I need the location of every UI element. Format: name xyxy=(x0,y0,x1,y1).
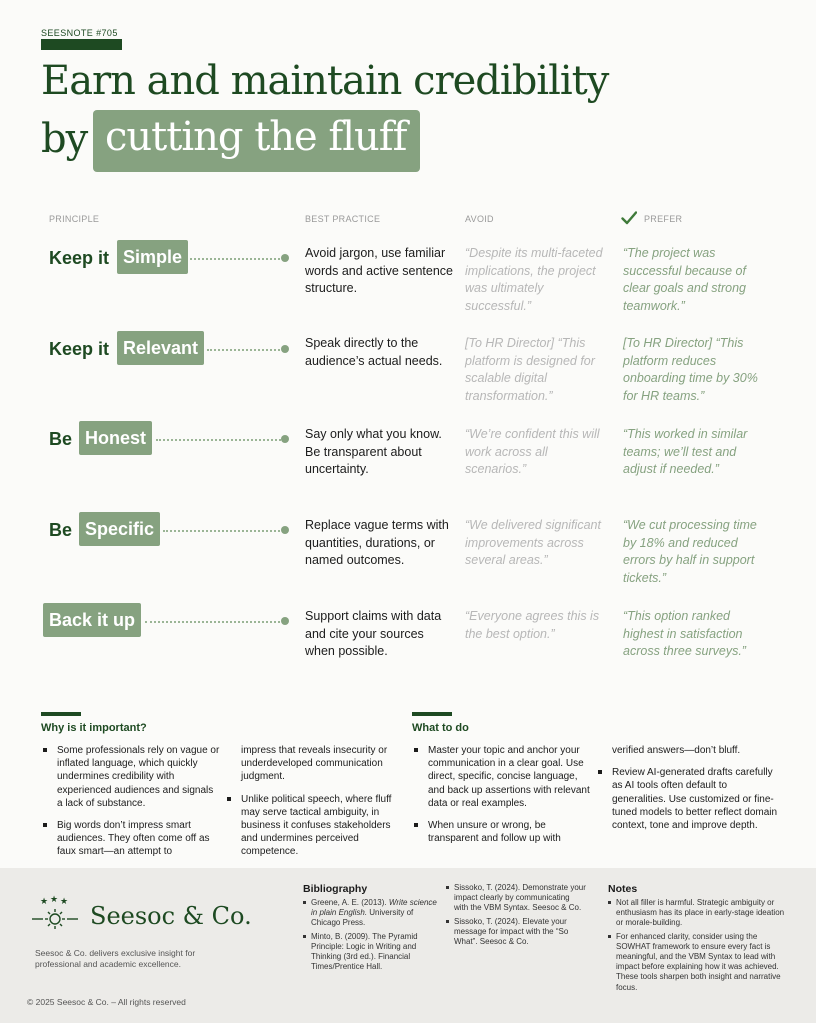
brand-name: Seesoc & Co. xyxy=(90,902,252,930)
connector-line xyxy=(156,439,284,441)
notes-heading: Notes xyxy=(608,883,638,895)
section-bar xyxy=(41,712,81,716)
principle-prefix: Keep it xyxy=(49,248,110,268)
bibliography-entry: Minto, B. (2009). The Pyramid Principle: Logic in Writing and Thinking (3rd ed.). Financial Times/Prentice Hall. xyxy=(303,932,443,973)
what-column-1 xyxy=(412,744,594,854)
avoid-example: “We delivered significant improvements across several areas.” xyxy=(465,518,601,567)
page-title-highlight: cutting the fluff xyxy=(93,110,420,172)
principle-highlight: Honest xyxy=(79,421,152,455)
column-header-avoid: AVOID xyxy=(465,214,494,224)
bibliography-column-2 xyxy=(446,883,586,950)
series-bar xyxy=(41,39,122,50)
best-practice-text: Say only what you know. Be transparent about uncertainty. xyxy=(305,427,442,476)
principle-highlight: Back it up xyxy=(43,603,141,637)
bibliography-entry: Sissoko, T. (2024). Demonstrate your impact clearly by communicating with the VBM Syntax. Seesoc & Co. xyxy=(446,883,586,914)
why-bullet: Some professionals rely on vague or inflated language, which quickly undermines credibility with experienced audiences and signals a lack of substance. xyxy=(41,744,221,810)
what-bullet: When unsure or wrong, be transparent and follow up with xyxy=(412,819,594,845)
prefer-example: [To HR Director] “This platform reduces onboarding time by 30% for HR teams.” xyxy=(623,336,758,403)
what-continuation: verified answers—don’t bluff. xyxy=(612,745,741,756)
connector-line xyxy=(145,621,284,623)
page-title-line1: Earn and maintain credibility xyxy=(41,58,609,104)
brand-tagline: Seesoc & Co. delivers exclusive insight for professional and academic excellence. xyxy=(35,948,196,969)
bibliography-heading: Bibliography xyxy=(303,883,368,895)
bibliography-column-1 xyxy=(303,898,443,975)
avoid-example: “Despite its multi-faceted implications, the project was ultimately successful.” xyxy=(465,246,603,313)
connector-dot xyxy=(281,526,289,534)
section-bar xyxy=(412,712,452,716)
connector-line xyxy=(163,530,284,532)
copyright: © 2025 Seesoc & Co. – All rights reserved xyxy=(27,997,186,1007)
note-item: For enhanced clarity, consider using the SOWHAT framework to ensure every fact is meaningful, and the VBM Syntax to lead with impact before explaining how it was achieved. These tools sharpen both insight and narrative focus. xyxy=(608,932,786,993)
connector-dot xyxy=(281,254,289,262)
page-title-by: by xyxy=(41,116,88,162)
svg-text:★: ★ xyxy=(50,895,59,905)
what-heading: What to do xyxy=(412,722,469,734)
what-bullet: Master your topic and anchor your communication in a clear goal. Use direct, specific, concise language, and back up assertions with relevant data or real examples. xyxy=(412,744,594,810)
connector-dot xyxy=(281,435,289,443)
why-column-1 xyxy=(41,744,221,868)
why-column-2 xyxy=(225,744,405,868)
principle-prefix: Be xyxy=(49,520,73,540)
checkmark-icon xyxy=(621,210,637,231)
avoid-example: [To HR Director] “This platform is designed for scalable digital transformation.” xyxy=(465,336,595,403)
connector-line xyxy=(207,349,284,351)
notes-list xyxy=(608,898,786,996)
column-header-best-practice: BEST PRACTICE xyxy=(305,214,381,224)
what-column-2 xyxy=(596,744,778,841)
series-label: SEESNOTE #705 xyxy=(41,28,118,38)
svg-text:★: ★ xyxy=(40,897,49,907)
why-heading: Why is it important? xyxy=(41,722,147,734)
avoid-example: “Everyone agrees this is the best option.” xyxy=(465,609,600,641)
prefer-example: “We cut processing time by 18% and reduced errors by half in support tickets.” xyxy=(623,518,757,585)
prefer-example: “The project was successful because of clear goals and strong teamwork.” xyxy=(623,246,746,313)
sunburst-logo-icon xyxy=(30,895,80,940)
connector-dot xyxy=(281,345,289,353)
principle-highlight: Specific xyxy=(79,512,160,546)
best-practice-text: Avoid jargon, use familiar words and active sentence structure. xyxy=(305,246,454,295)
connector-line xyxy=(190,258,284,260)
avoid-example: “We’re confident this will work across all scenarios.” xyxy=(465,427,600,476)
what-bullet: Review AI-generated drafts carefully as AI tools often default to generalities. Use customized or fine-tuned models to better reflect domain context, tone and improve depth. xyxy=(596,766,778,832)
note-item: Not all filler is harmful. Strategic ambiguity or enthusiasm has its place in early-stage ideation or morale-building. xyxy=(608,898,786,929)
principle-highlight: Simple xyxy=(117,240,188,274)
why-bullet: Big words don’t impress smart audiences. They often come off as faux smart—an attempt to xyxy=(41,819,221,859)
why-bullet: Unlike political speech, where fluff may serve tactical ambiguity, in business it confuses stakeholders and undermines perceived competence. xyxy=(225,793,405,859)
principle-highlight: Relevant xyxy=(117,331,204,365)
best-practice-text: Speak directly to the audience’s actual needs. xyxy=(305,336,443,368)
prefer-example: “This worked in similar teams; we’ll test and adjust if needed.” xyxy=(623,427,748,476)
bibliography-entry: Greene, A. E. (2013). Write science in plain English. University of Chicago Press. xyxy=(303,898,443,929)
prefer-example: “This option ranked highest in satisfaction across three surveys.” xyxy=(623,609,746,658)
best-practice-text: Support claims with data and cite your sources when possible. xyxy=(305,609,442,658)
connector-dot xyxy=(281,617,289,625)
best-practice-text: Replace vague terms with quantities, durations, or named outcomes. xyxy=(305,518,449,567)
column-header-principle: PRINCIPLE xyxy=(49,214,100,224)
bibliography-entry: Sissoko, T. (2024). Elevate your message for impact with the “So What”. Seesoc & Co. xyxy=(446,917,586,948)
principle-prefix: Be xyxy=(49,429,73,449)
svg-text:★: ★ xyxy=(60,897,69,907)
principle-prefix: Keep it xyxy=(49,339,110,359)
why-continuation: impress that reveals insecurity or underdeveloped communication judgment. xyxy=(241,745,388,783)
column-header-prefer: PREFER xyxy=(644,214,683,224)
